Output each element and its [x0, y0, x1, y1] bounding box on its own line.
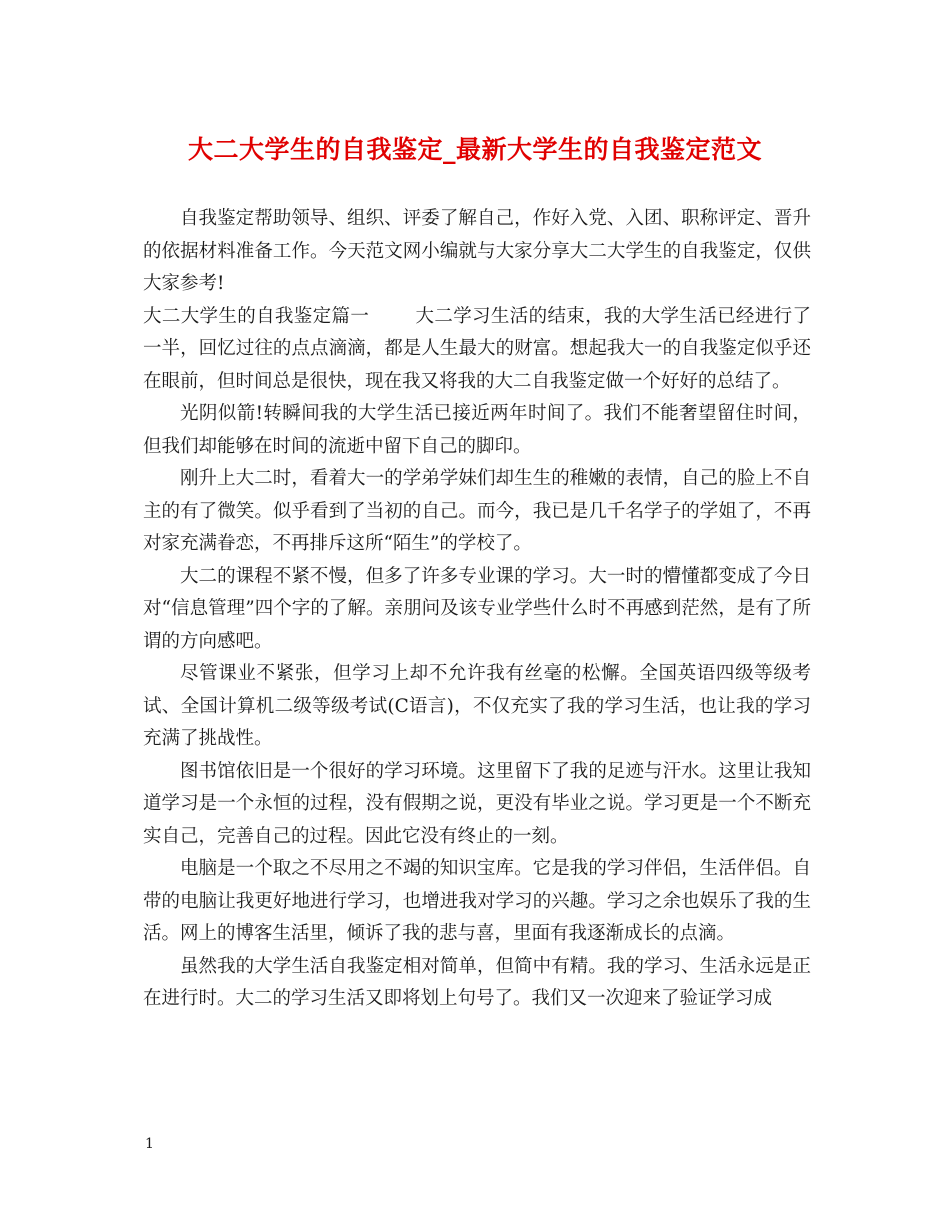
- document-title: 大二大学生的自我鉴定_最新大学生的自我鉴定范文: [187, 135, 762, 164]
- page-number: 1: [145, 1136, 154, 1152]
- intro-paragraph: 自我鉴定帮助领导、组织、评委了解自己，作好入党、入团、职称评定、晋升的依据材料准备工作。今天范文网小编就与大家分享大二大学生的自我鉴定，仅供大家参考!: [143, 208, 811, 294]
- section-paragraph: [143, 301, 811, 399]
- document-body: [143, 203, 811, 1016]
- section-lead: 大二学习生活的结束，我的大学生活已经进行了一半，回忆过往的点点滴滴，都是人生最大的财富。想起我大一的自我鉴定似乎还在眼前，但时间总是很快，现在我又将我的大二自我鉴定做一个好好的总结了。: [143, 305, 811, 392]
- body-paragraph: 虽然我的大学生活自我鉴定相对简单，但简中有精。我的学习、生活永远是正在进行时。大二的学习生活又即将划上句号了。我们又一次迎来了验证学习成: [143, 955, 811, 1009]
- body-paragraph: 尽管课业不紧张，但学习上却不允许我有丝毫的松懈。全国英语四级等级考试、全国计算机二级等级考试(C语言)，不仅充实了我的学习生活，也让我的学习充满了挑战性。: [143, 663, 811, 749]
- section-heading: 大二大学生的自我鉴定篇一: [143, 305, 370, 327]
- body-paragraph: 大二的课程不紧不慢，但多了许多专业课的学习。大一时的懵懂都变成了今日对“信息管理”四个字的了解。亲朋问及该专业学些什么时不再感到茫然，是有了所谓的方向感吧。: [143, 565, 811, 652]
- body-paragraph: 刚升上大二时，看着大一的学弟学妹们却生生的稚嫩的表情，自己的脸上不自主的有了微笑。似乎看到了当初的自己。而今，我已是几千名学子的学姐了，不再对家充满眷恋，不再排斥这所“陌生”的学校了。: [143, 468, 811, 554]
- body-paragraph: 光阴似箭!转瞬间我的大学生活已接近两年时间了。我们不能奢望留住时间，但我们却能够在时间的流逝中留下自己的脚印。: [143, 403, 811, 457]
- body-paragraph: 图书馆依旧是一个很好的学习环境。这里留下了我的足迹与汗水。这里让我知道学习是一个永恒的过程，没有假期之说，更没有毕业之说。学习更是一个不断充实自己，完善自己的过程。因此它没有终止的一刻。: [143, 760, 811, 847]
- body-paragraph: 电脑是一个取之不尽用之不竭的知识宝库。它是我的学习伴侣，生活伴侣。自带的电脑让我更好地进行学习，也增进我对学习的兴趣。学习之余也娱乐了我的生活。网上的博客生活里，倾诉了我的悲与喜，里面有我逐渐成长的点滴。: [143, 858, 811, 944]
